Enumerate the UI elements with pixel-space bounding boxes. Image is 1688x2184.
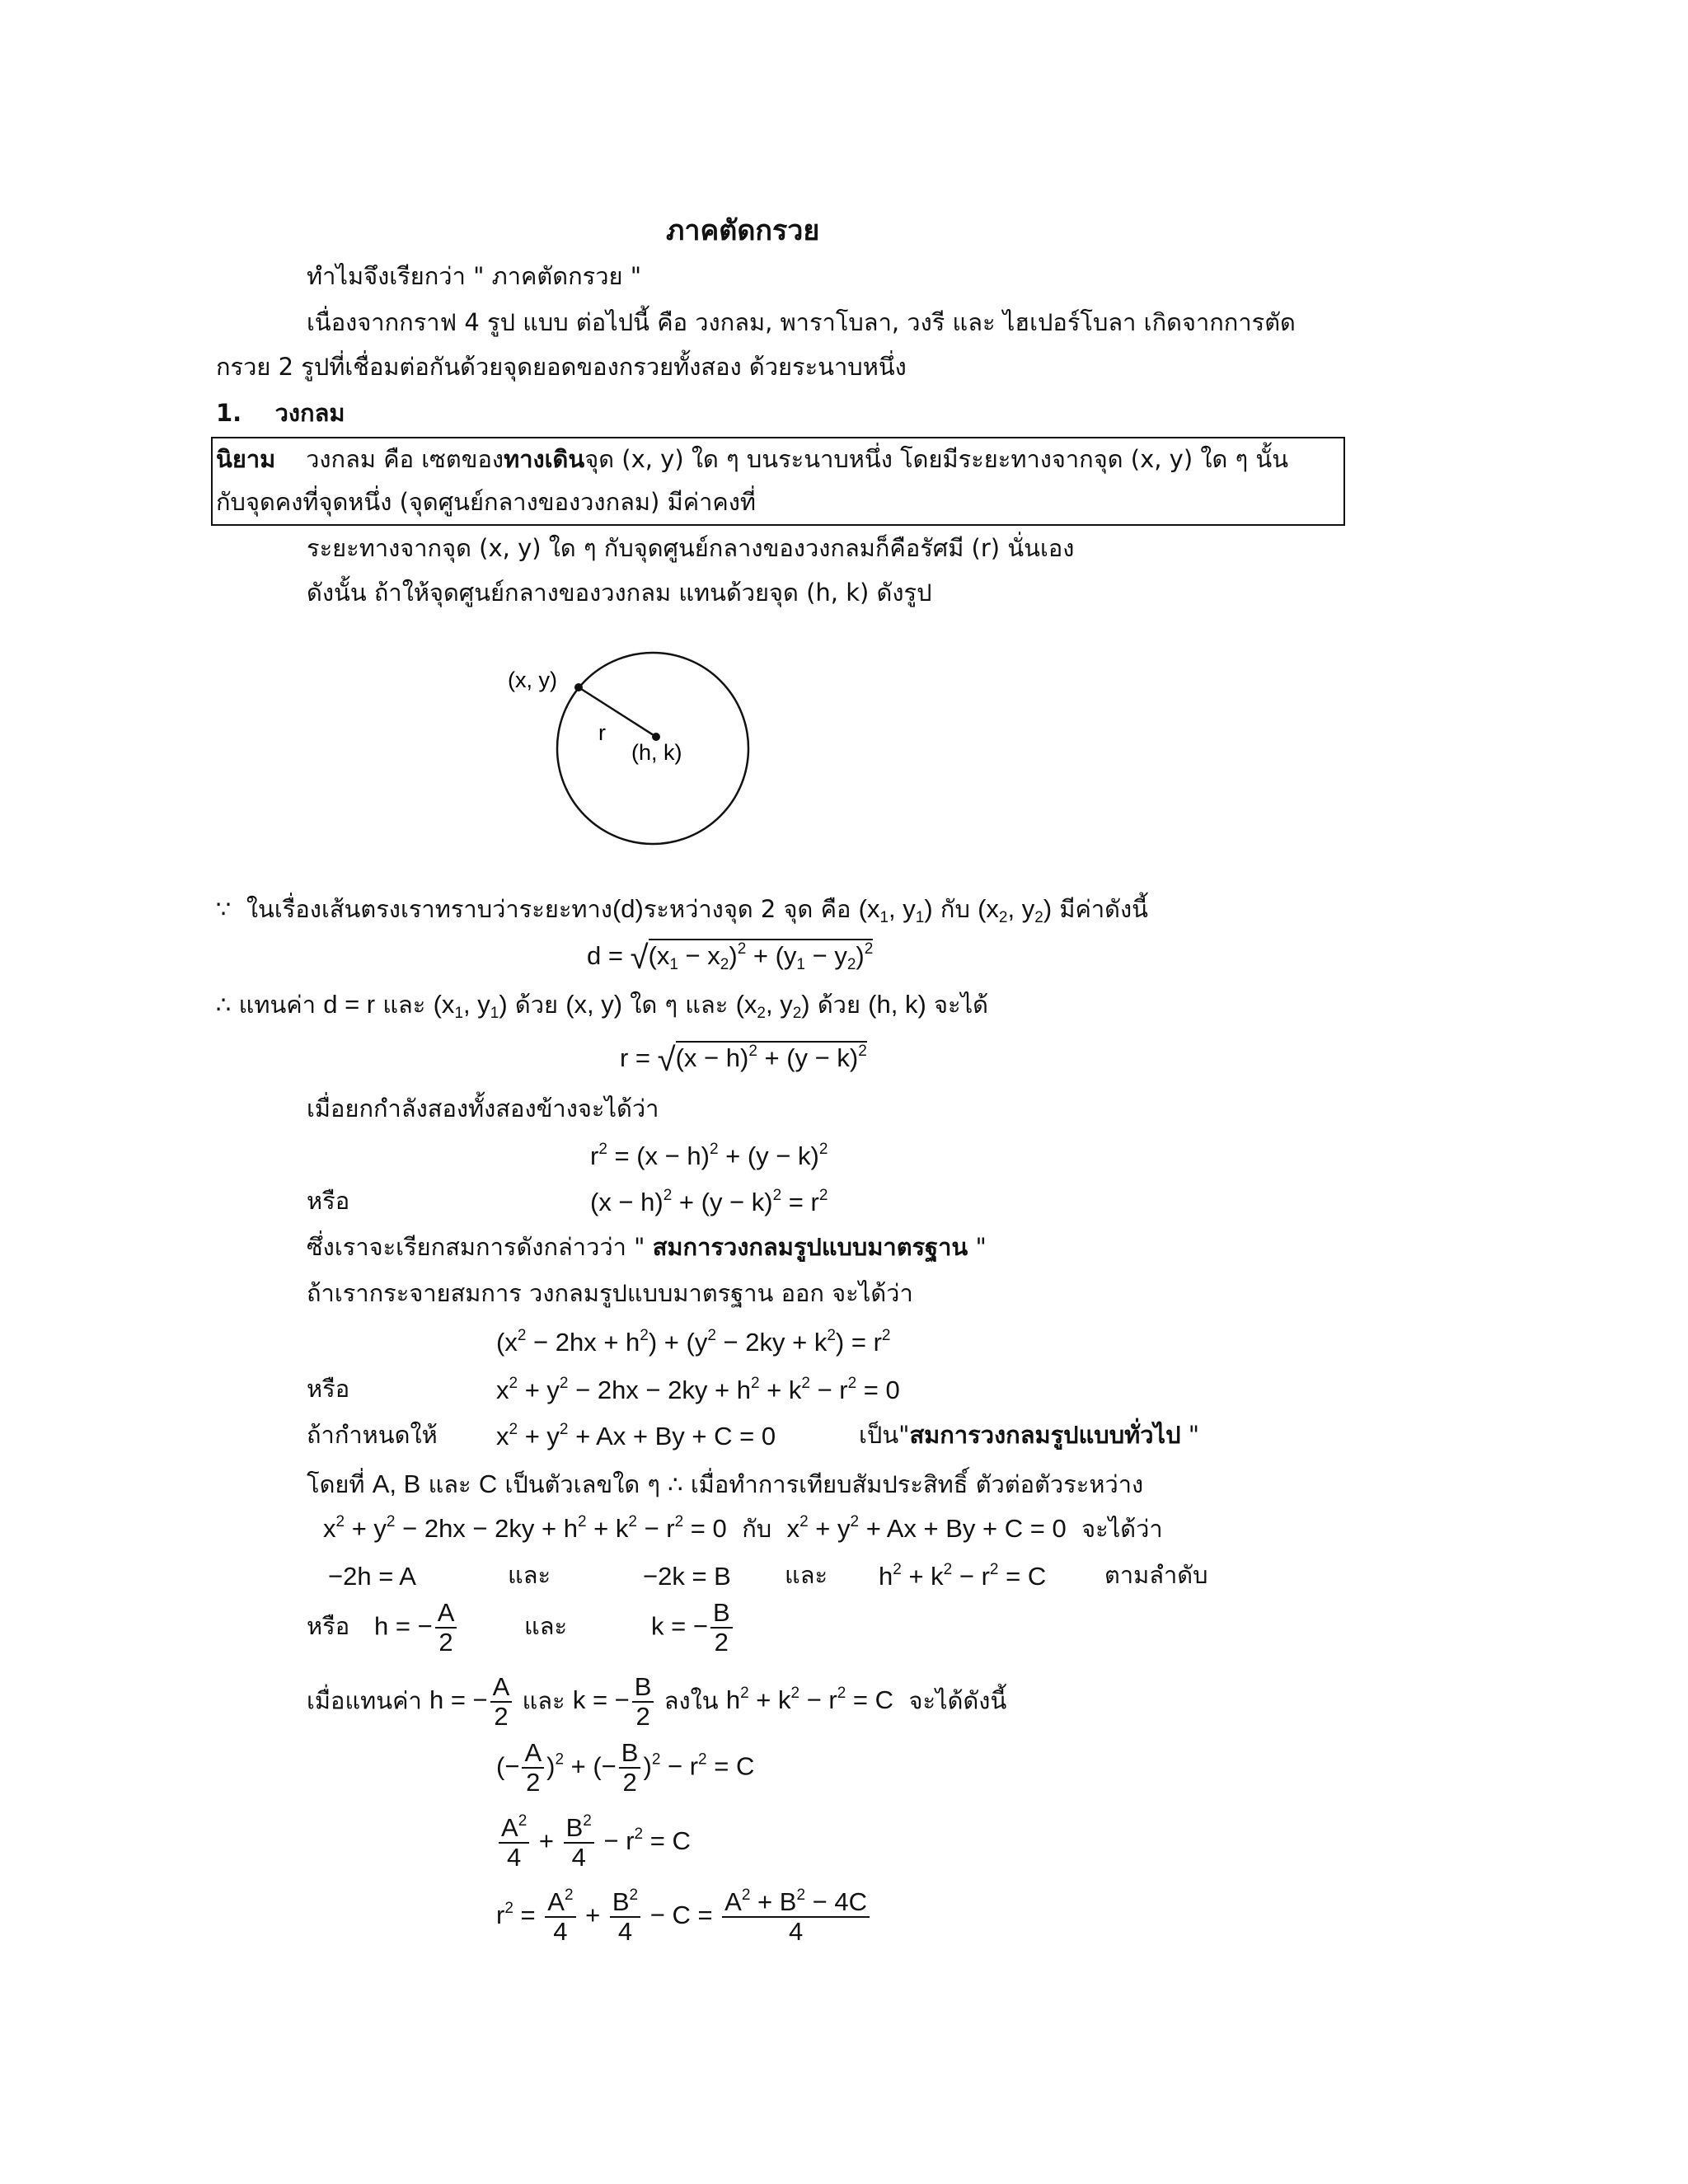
compare-with: กับ [742, 1515, 772, 1543]
or-label-1: หรือ [307, 1187, 350, 1215]
or-label-3: หรือ [307, 1612, 350, 1640]
page-title: ภาคตัดกรวย [666, 214, 820, 247]
distance-text-4: มีค่าดังนี้ [1059, 895, 1148, 923]
subst-text-6: จะได้ [934, 991, 988, 1019]
subst-text-1: แทนค่า [238, 991, 316, 1019]
compare-text [307, 1469, 1143, 1499]
point-1-math: ($x_1$, $y_1$) [858, 894, 933, 926]
distance-text-2: ระหว่างจุด 2 จุด คือ [643, 895, 851, 923]
section-heading [216, 399, 345, 428]
definition-text-a: วงกลม คือ เซตของ [306, 445, 504, 473]
general-let-text: ถ้ากำหนดให้ [307, 1421, 438, 1449]
substitute-target: $h^2 + k^2 - r^2 = C$ [725, 1685, 894, 1715]
substitute-h: h = − $\frac{A}{2}$ [429, 1685, 514, 1714]
general-close: " [1188, 1421, 1200, 1449]
intro-question: ทำไมจึงเรียกว่า " ภาคตัดกรวย " [307, 262, 642, 290]
subst-text-5: ด้วย [817, 991, 860, 1019]
compare-text-1: โดยที่ [307, 1470, 365, 1498]
distance-text-3: กับ [940, 895, 970, 923]
squared-equation: $r^2 = (x - h)^2 + (y - k)^2$ [590, 1141, 828, 1170]
compare-text-4: เมื่อทำการเทียบสัมประสิทธิ์ ตัวต่อตัวระหว่าง [690, 1470, 1144, 1498]
and-label-1: และ [508, 1561, 551, 1589]
intro-line-1: เนื่องจากกราฟ 4 รูป แบบ ต่อไปนี้ คือ วงกลม, พาราโบลา, วงรี และ ไฮเปอร์โบลา เกิดจากการตัด [307, 308, 1296, 336]
compare-equation-2: $x^2 + y^2 + Ax + By + C = 0$ [786, 1513, 1067, 1543]
coef-b: −2k = B [643, 1562, 731, 1591]
compare-text-2: และ [428, 1470, 471, 1498]
circle-figure [495, 651, 775, 849]
coef-c: $h^2 + k^2 - r^2 = C$ [879, 1561, 1047, 1591]
standard-bold: สมการวงกลมรูปแบบมาตรฐาน [652, 1233, 968, 1261]
definition-bold-word: ทางเดิน [504, 445, 585, 473]
distance-d: (d) [612, 894, 644, 923]
substitute-k: k = − $\frac{B}{2}$ [573, 1685, 657, 1714]
radius-text: ระยะทางจากจุด (x, y) ใด ๆ กับจุดศูนย์กลางของวงกลมก็คือรัศมี (r) นั่นเอง [307, 534, 1075, 562]
expanded-equation-2: $x^2 + y^2 - 2hx - 2ky + h^2 + k^2 - r^2 = 0$ [496, 1375, 900, 1404]
general-form-text [859, 1421, 1199, 1450]
expand-text: ถ้าเรากระจายสมการ วงกลมรูปแบบมาตรฐาน ออก จะได้ว่า [307, 1279, 913, 1307]
radius-label: r [598, 720, 606, 745]
or-label-2: หรือ [307, 1375, 350, 1403]
compare-text-3: เป็นตัวเลขใด ๆ [504, 1470, 660, 1498]
and-label-3: และ [524, 1612, 568, 1640]
h-formula: h = − $\frac{A}{2}$ [374, 1599, 459, 1657]
because-symbol: ∵ [216, 895, 232, 923]
intro-line-2: กรวย 2 รูปที่เชื่อมต่อกันด้วยจุดยอดของกรวยทั้งสอง ด้วยระนาบหนึ่ง [216, 353, 907, 381]
coef-a: −2h = A [328, 1562, 416, 1591]
distance-text-1: ในเรื่องเส้นตรงเราทราบว่าระยะทาง [246, 895, 612, 923]
and-label-2: และ [785, 1561, 828, 1589]
standard-text-2: " [975, 1233, 987, 1261]
center-text: ดังนั้น ถ้าให้จุดศูนย์กลางของวงกลม แทนด้วยจุด (h, k) ดังรูป [307, 579, 932, 607]
general-form-equation: $x^2 + y^2 + Ax + By + C = 0$ [496, 1421, 776, 1451]
subst-point-1: ($x_1$, $y_1$) [433, 990, 508, 1022]
definition-line-1 [216, 445, 1288, 474]
substitute-line [307, 1673, 1006, 1731]
substitute-text-3: ลงใน [663, 1686, 719, 1715]
substitute-text-2: และ [522, 1686, 565, 1715]
definition-line-2: กับจุดคงที่จุดหนึ่ง (จุดศูนย์กลางของวงกลม) มีค่าคงที่ [216, 488, 757, 516]
standard-form-equation: $(x - h)^2 + (y - k)^2 = r^2$ [590, 1187, 828, 1216]
subst-text-3: ด้วย [514, 991, 558, 1019]
compare-ab: A, B [372, 1469, 421, 1498]
expanded-equation: $(x^2 - 2hx + h^2) + (y^2 - 2ky + k^2) = r^2$ [496, 1327, 891, 1357]
subst-text-4: ใด ๆ และ [630, 991, 729, 1019]
subst-xy: (x, y) [565, 990, 623, 1019]
subst-text-2: และ [382, 991, 426, 1019]
square-both-sides-text: เมื่อยกกำลังสองทั้งสองข้างจะได้ว่า [307, 1094, 659, 1122]
point-2-math: ($x_2$, $y_2$) [978, 894, 1053, 926]
definition-label: นิยาม [216, 445, 276, 473]
substitute-text-1: เมื่อแทนค่า [307, 1686, 422, 1715]
substitution-statement [216, 989, 988, 1024]
compare-get: จะได้ว่า [1081, 1515, 1163, 1543]
subst-hk: (h, k) [868, 990, 926, 1019]
compare-therefore: ∴ [668, 1470, 683, 1498]
subst-point-2: ($x_2$, $y_2$) [735, 990, 810, 1022]
therefore-symbol: ∴ [216, 991, 232, 1019]
center-label: (h, k) [631, 740, 682, 765]
substitute-text-4: จะได้ดังนี้ [908, 1686, 1007, 1715]
general-is-text: เป็น" [859, 1421, 910, 1449]
distance-formula: $d = √(x_1 - x_2)^2 + (y_1 - y_2)^2$ [587, 940, 874, 976]
radius-formula: $r = √(x - h)^2 + (y - k)^2$ [620, 1042, 867, 1078]
derivation-step-2: $\frac{A^2}{4}$ + $\frac{B^2}{4}$ − $r^2 = C$ [496, 1813, 691, 1872]
d-equals-r: d = r [323, 990, 376, 1019]
distance-statement [216, 893, 1148, 928]
compare-c: C [478, 1469, 498, 1498]
general-bold: สมการวงกลมรูปแบบทั่วไป [909, 1421, 1181, 1449]
radius-line [579, 687, 656, 737]
standard-form-text [307, 1233, 987, 1262]
section-number: 1. [216, 399, 242, 427]
compare-equation-1: $x^2 + y^2 - 2hx - 2ky + h^2 + k^2 - r^2 = 0$ [323, 1513, 727, 1543]
standard-text-1: ซึ่งเราจะเรียกสมการดังกล่าวว่า " [307, 1233, 645, 1261]
compare-equations [323, 1513, 1163, 1544]
definition-text-b: จุด (x, y) ใด ๆ บนระนาบหนึ่ง โดยมีระยะทางจากจุด (x, y) ใด ๆ นั้น [584, 445, 1289, 473]
point-label: (x, y) [508, 668, 557, 692]
respectively-text: ตามลำดับ [1104, 1561, 1208, 1589]
derivation-step-3: $r^2$ = $\frac{A^2}{4}$ + $\frac{B^2}{4}$ − C = $\frac{A^2 + B^2 - 4C}{4}$ [496, 1887, 872, 1946]
section-title: วงกลม [274, 399, 345, 427]
k-formula: k = − $\frac{B}{2}$ [651, 1599, 735, 1657]
derivation-step-1: (− $\frac{A}{2}$ )$^2$ + (− $\frac{B}{2}$ )$^2 - r^2 = C$ [496, 1738, 755, 1797]
point-xy-dot [574, 683, 583, 691]
